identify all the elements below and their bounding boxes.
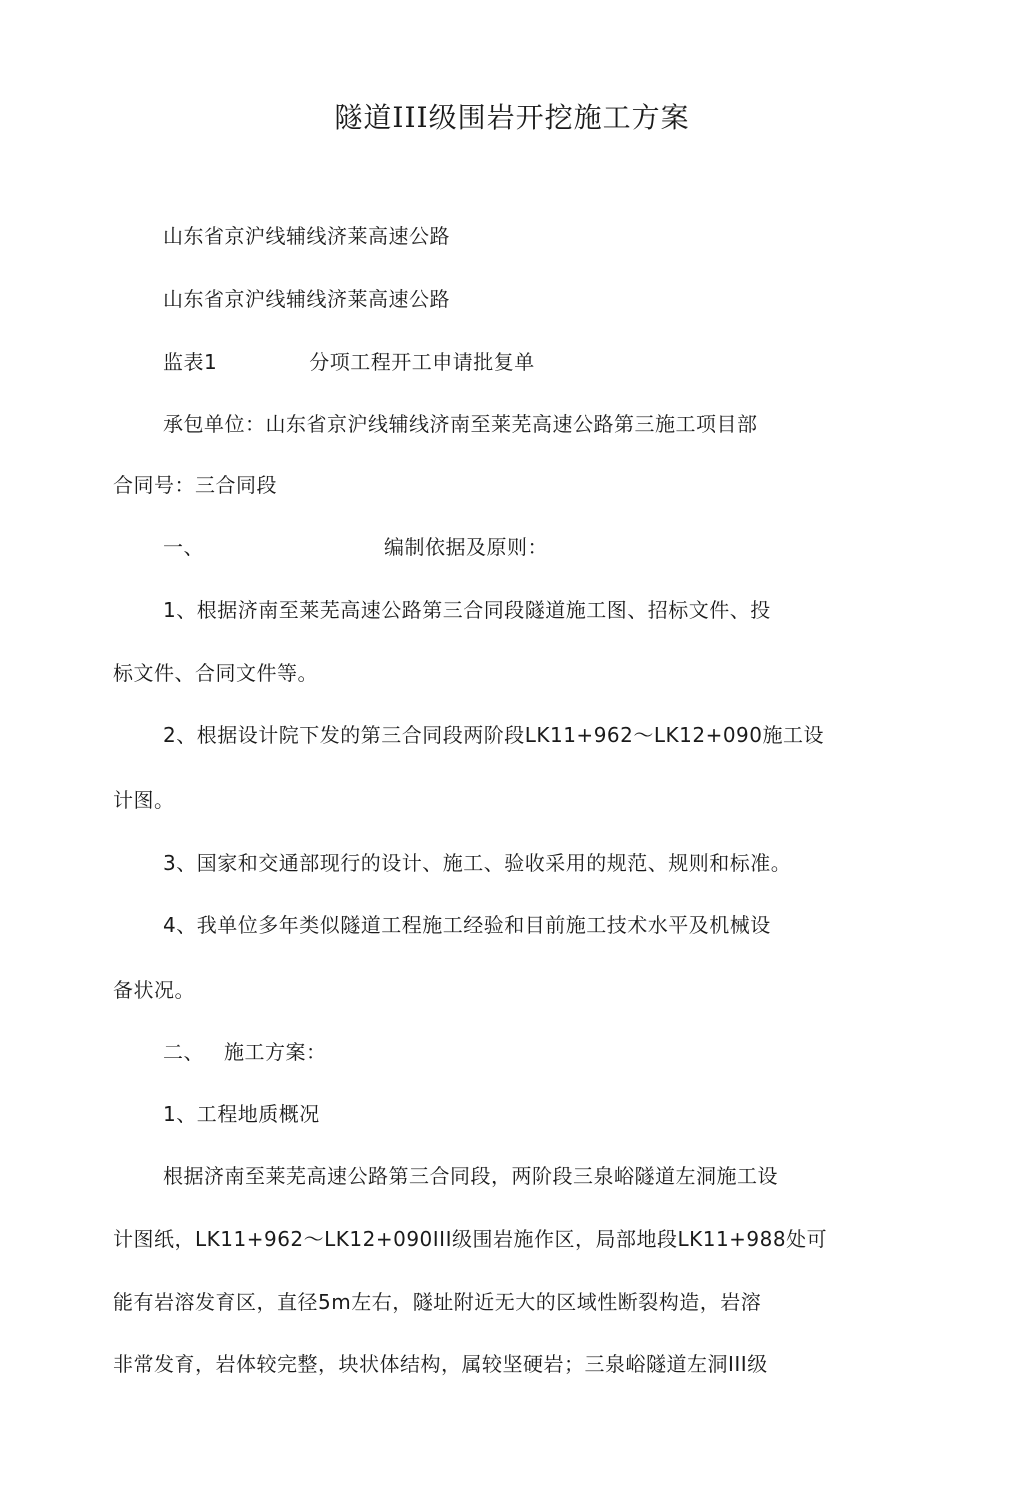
form-name: 分项工程开工申请批复单 — [309, 350, 535, 374]
paragraph-line: 标文件、合同文件等。 — [113, 661, 318, 685]
paragraph-line: 备状况。 — [113, 978, 195, 1002]
form-number: 监表1 — [163, 350, 218, 374]
project-name-line-1: 山东省京沪线辅线济莱高速公路 — [163, 224, 450, 248]
contractor-line: 承包单位：山东省京沪线辅线济南至莱芜高速公路第三施工项目部 — [163, 412, 758, 436]
paragraph-line: 3、国家和交通部现行的设计、施工、验收采用的规范、规则和标准。 — [163, 851, 792, 875]
section-number-2: 二、 — [163, 1040, 204, 1064]
contract-number-line: 合同号：三合同段 — [113, 473, 277, 497]
section-title-2: 施工方案： — [224, 1040, 327, 1064]
document-title: 隧道III级围岩开挖施工方案 — [334, 101, 690, 134]
form-row — [163, 348, 535, 376]
section-heading-2 — [163, 1038, 327, 1066]
paragraph-line: 4、我单位多年类似隧道工程施工经验和目前施工技术水平及机械设 — [163, 913, 771, 937]
paragraph-line: 非常发育，岩体较完整，块状体结构，属较坚硬岩；三泉峪隧道左洞III级 — [113, 1352, 768, 1376]
paragraph-line: 计图纸，LK11+962～LK12+090III级围岩施作区，局部地段LK11+988处可 — [113, 1227, 828, 1251]
section-title-1: 编制依据及原则： — [384, 535, 548, 559]
paragraph-line: 1、根据济南至莱芜高速公路第三合同段隧道施工图、招标文件、投 — [163, 598, 771, 622]
subsection-heading: 1、工程地质概况 — [163, 1102, 320, 1126]
paragraph-line: 计图。 — [113, 788, 175, 812]
paragraph-line: 根据济南至莱芜高速公路第三合同段，两阶段三泉峪隧道左洞施工设 — [163, 1164, 778, 1188]
section-number-1: 一、 — [163, 535, 204, 559]
paragraph-line: 2、根据设计院下发的第三合同段两阶段LK11+962～LK12+090施工设 — [163, 723, 825, 747]
project-name-line-2: 山东省京沪线辅线济莱高速公路 — [163, 287, 450, 311]
paragraph-line: 能有岩溶发育区，直径5m左右，隧址附近无大的区域性断裂构造，岩溶 — [113, 1290, 762, 1314]
section-heading-1 — [163, 533, 548, 561]
